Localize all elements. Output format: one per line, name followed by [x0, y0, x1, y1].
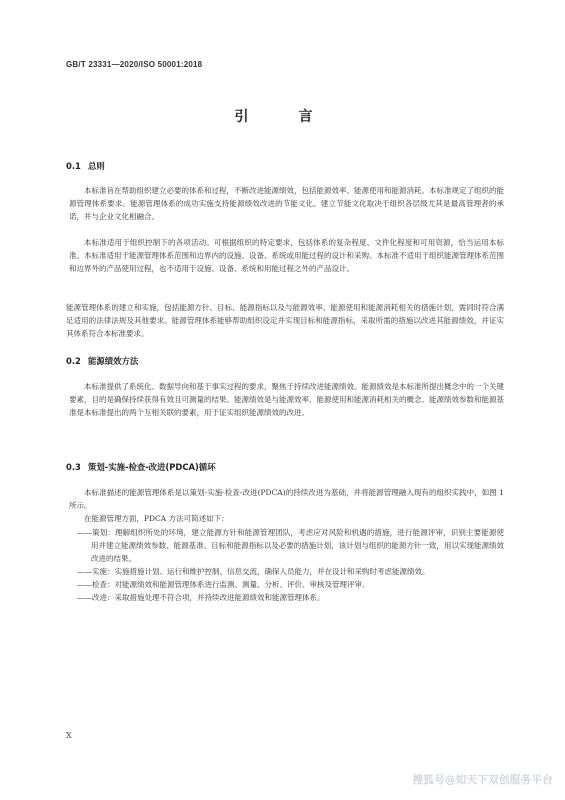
- paragraph: 本标准适用于组织控制下的各项活动。可根据组织的特定要求，包括体系的复杂程度、文件化程度和可用资源，恰当运用本标准。本标准适用于能源管理体系范围和边界内的设施、设备、系统或用能过程的设计和采购。本标准不适用于组织能源管理体系范围和边界外的产品使用过程，也不适用于设施、设备、系统和用能过程之外的产品设计。: [69, 238, 504, 273]
- list-item: ——实施：实施措施计划、运行和维护控制、信息交流，确保人员能力，并在设计和采购时考虑能源绩效。: [77, 567, 430, 576]
- section-heading-pdca: [66, 461, 216, 473]
- section-heading-energy-performance: [66, 355, 138, 367]
- section-title: 能源绩效方法: [88, 356, 139, 366]
- pdca-list: [77, 526, 504, 604]
- section-number: 0.3: [66, 462, 81, 472]
- section-title: 总则: [88, 161, 105, 171]
- section-title: 策划-实施-检查-改进(PDCA)循环: [88, 462, 216, 472]
- paragraph: 能源管理体系的建立和实施，包括能源方针、目标、能源指标以及与能源效率、能源使用和能源消耗相关的措施计划，需同时符合满足适用的法律法规及其他要求。能源管理体系能够帮助组织设定并实现目标和能源指标，采取所需的措施以改进其能源绩效，并证实其体系符合本标准要求。: [66, 303, 504, 338]
- page-number: Ⅹ: [66, 731, 72, 740]
- list-item: ——检查：对能源绩效和能源管理体系进行监测、测量、分析、评价、审核及管理评审。: [77, 580, 370, 589]
- page-title: 引 言: [234, 109, 331, 125]
- section-number: 0.1: [66, 161, 81, 171]
- watermark: 搜狐号@知天下双创服务平台: [412, 774, 553, 786]
- paragraph: 本标准描述的能源管理体系是以策划-实施-检查-改进(PDCA)的持续改进为基础，并将能源管理融入现有的组织实践中，如图 1 所示。: [69, 488, 504, 510]
- list-item: ——策划：理解组织所处的环境，建立能源方针和能源管理团队，考虑应对风险和机遇的措施，进行能源评审，识别主要能源使用并建立能源绩效参数、能源基准、目标和能源指标以及必要的措施计划，该计划与组织的能源方针一致，用以实现能源绩效改进的结果。: [77, 528, 504, 563]
- paragraph: 在能源管理方面，PDCA 方法可简述如下：: [84, 514, 229, 523]
- list-item: ——改进：采取措施处理不符合项，并持续改进能源绩效和能源管理体系。: [77, 593, 325, 602]
- section-heading-general: [66, 160, 105, 172]
- section-number: 0.2: [66, 356, 81, 366]
- standard-number: GB/T 23331—2020/ISO 50001:2018: [66, 60, 203, 69]
- paragraph: 本标准提供了系统化、数据导向和基于事实过程的要求，聚焦于持续改进能源绩效。能源绩效是本标准所提出概念中的一个关键要素，目的是确保持续获得有效且可测量的结果。能源绩效是与能源效率、能源使用和能源消耗相关的概念。能源绩效参数和能源基准是本标准提出的两个互相关联的要素，用于证实组织能源绩效的改进。: [69, 382, 504, 417]
- paragraph: 本标准旨在帮助组织建立必要的体系和过程，不断改进能源绩效，包括能源效率、能源使用和能源消耗。本标准规定了组织的能源管理体系要求。能源管理体系的成功实施支持能源绩效改进的节能文化。建立节能文化取决于组织各层级尤其是最高管理者的承诺，并与企业文化相融合。: [69, 186, 504, 221]
